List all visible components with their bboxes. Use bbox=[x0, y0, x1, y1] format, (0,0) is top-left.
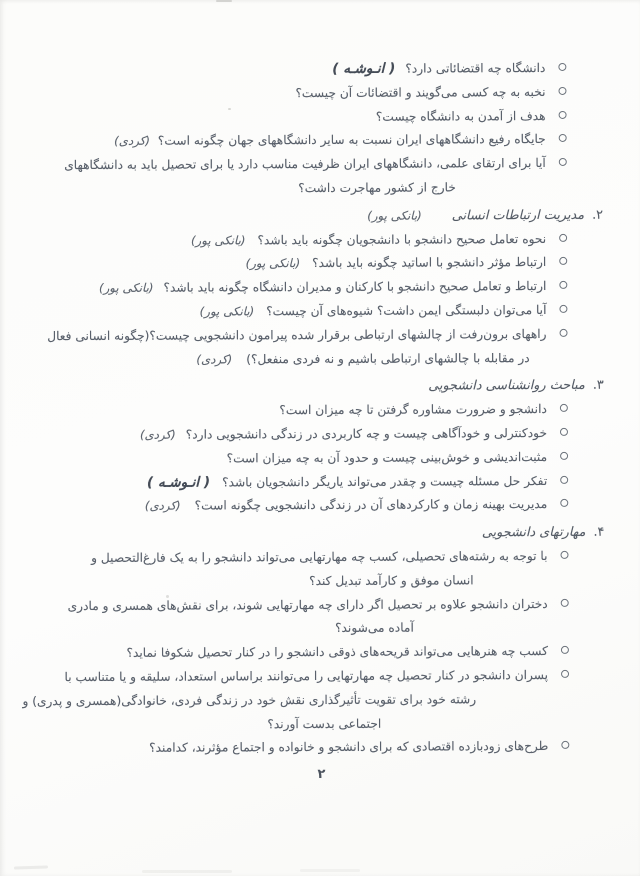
circle-bullet-icon bbox=[560, 475, 568, 483]
question-text: اجتماعی بدست آورند؟ bbox=[267, 716, 382, 731]
question-item bbox=[0, 469, 640, 496]
question-text: دانشگاه چه اقتضائاتی دارد؟ bbox=[405, 61, 546, 76]
author-note: ( انـوشـه ) bbox=[332, 60, 396, 77]
section-number: ۳. bbox=[592, 378, 604, 394]
question-text: طرح‌های زودبازده اقتصادی که برای دانشجو و خانواده و اجتماع مؤثرند، کدامند؟ bbox=[149, 739, 549, 756]
question-text: آیا برای ارتقای علمی، دانشگاههای ایران ظرفیت مناسب دارد یا برای تحصیل باید به دانشگاههای bbox=[64, 156, 546, 173]
section-title: مدیریت ارتباطات انسانی bbox=[451, 207, 585, 224]
page-number: ۲ bbox=[317, 767, 326, 783]
question-item bbox=[0, 398, 640, 425]
author-note: (بانکی پور) bbox=[367, 208, 422, 223]
question-text: هدف از آمدن به دانشگاه چیست؟ bbox=[375, 108, 546, 124]
author-note: (کردی) bbox=[114, 134, 150, 149]
author-note: (بانکی پور) bbox=[98, 280, 154, 296]
question-item bbox=[0, 275, 639, 302]
circle-bullet-icon bbox=[559, 281, 567, 289]
question-text: مثبت‌اندیشی و خوش‌بینی چیست و حدود آن به چه میزان است؟ bbox=[226, 449, 548, 466]
question-text: نخبه به چه کسی می‌گویند و اقتضائات آن چیست؟ bbox=[295, 84, 546, 100]
author-note: ( انـوشـه ) bbox=[146, 474, 211, 491]
question-text: خودکنترلی و خودآگاهی چیست و چه کاربردی در زندگی دانشجویی دارد؟ bbox=[185, 425, 548, 442]
question-text: دختران دانشجو علاوه بر تحصیل اگر دارای چه مهارتهایی شوند، برای نقش‌های همسری و مادری bbox=[67, 596, 548, 613]
question-item bbox=[0, 152, 639, 179]
question-item bbox=[0, 445, 640, 472]
circle-bullet-icon bbox=[560, 428, 568, 436]
question-item bbox=[0, 104, 639, 131]
circle-bullet-icon bbox=[560, 499, 568, 507]
question-item bbox=[0, 322, 640, 349]
circle-bullet-icon bbox=[560, 404, 568, 412]
author-note: (بانکی پور) bbox=[190, 232, 246, 248]
circle-bullet-icon bbox=[559, 134, 567, 142]
question-text: تفکر حل مسئله چیست و چقدر می‌تواند یاریگر دانشجویان باشد؟ bbox=[222, 473, 548, 489]
question-text: آماده می‌شوند؟ bbox=[335, 620, 414, 636]
circle-bullet-icon bbox=[560, 329, 568, 337]
question-text: کسب چه هنرهایی می‌تواند قریحه‌های ذوقی دانشجو را در کنار تحصیل شکوفا نماید؟ bbox=[126, 644, 548, 660]
question-continuation bbox=[0, 176, 639, 203]
circle-bullet-icon bbox=[561, 598, 569, 606]
author-note: (کردی) bbox=[196, 351, 233, 367]
circle-bullet-icon bbox=[559, 233, 567, 241]
question-item bbox=[0, 80, 639, 107]
author-note: (کردی) bbox=[139, 427, 176, 442]
question-text: جایگاه رفیع دانشگاههای ایران نسبت به سایر دانشگاههای جهان چگونه است؟ bbox=[157, 132, 546, 149]
section-header bbox=[0, 521, 640, 548]
section-title: مباحث روانشناسی دانشجویی bbox=[428, 378, 585, 394]
question-continuation bbox=[1, 568, 640, 595]
question-continuation bbox=[0, 346, 640, 373]
question-text: با توجه به رشته‌های تحصیلی، کسب چه مهارتهایی می‌تواند دانشجو را به یک فارغ‌التحصیل و bbox=[91, 548, 548, 565]
question-text: نحوه تعامل صحیح دانشجو با دانشجویان چگونه باید باشد؟ bbox=[257, 231, 547, 247]
circle-bullet-icon bbox=[561, 646, 569, 654]
circle-bullet-icon bbox=[560, 551, 568, 559]
circle-bullet-icon bbox=[561, 741, 569, 749]
section-header bbox=[0, 374, 640, 401]
question-text: در مقابله با چالشهای ارتباطی باشیم و نه فردی منفعل؟) bbox=[246, 350, 530, 366]
circle-bullet-icon bbox=[559, 111, 567, 119]
question-item bbox=[0, 493, 640, 520]
question-text: انسان موفق و کارآمد تبدیل کند؟ bbox=[309, 573, 474, 588]
section-number: ۴. bbox=[593, 524, 605, 540]
question-continuation bbox=[1, 687, 640, 714]
circle-bullet-icon bbox=[559, 257, 567, 265]
question-continuation bbox=[1, 711, 640, 738]
section-header bbox=[0, 203, 639, 230]
question-text: پسران دانشجو در کنار تحصیل چه مهارتهایی را می‌توانند براساس استعداد، سلیقه و یا متناسب با bbox=[64, 667, 549, 685]
question-text: خارج از کشور مهاجرت داشت؟ bbox=[298, 180, 456, 196]
circle-bullet-icon bbox=[560, 452, 568, 460]
author-note: (بانکی پور) bbox=[245, 256, 301, 271]
question-item bbox=[0, 251, 639, 278]
question-item bbox=[1, 592, 640, 619]
circle-bullet-icon bbox=[558, 87, 566, 95]
question-continuation bbox=[1, 616, 640, 643]
question-item bbox=[0, 128, 639, 155]
circle-bullet-icon bbox=[561, 670, 569, 678]
question-item bbox=[0, 422, 640, 449]
question-text: رشته خود برای تقویت تأثیرگذاری نقش خود در زندگی فردی، خانوادگی(همسری و پدری) و bbox=[22, 692, 477, 709]
question-text: راههای برون‌رفت از چالشهای ارتباطی برقرار شده پیرامون دانشجویی چیست؟(چگونه انسانی فعال bbox=[47, 326, 547, 343]
circle-bullet-icon bbox=[558, 63, 566, 71]
question-text: دانشجو و ضرورت مشاوره گرفتن تا چه میزان است؟ bbox=[279, 402, 547, 418]
circle-bullet-icon bbox=[559, 305, 567, 313]
circle-bullet-icon bbox=[559, 158, 567, 166]
question-text: ارتباط مؤثر دانشجو با اساتید چگونه باید باشد؟ bbox=[312, 255, 547, 271]
question-item bbox=[0, 299, 639, 326]
question-text: آیا می‌توان دلبستگی ایمن داشت؟ شیوه‌های آن چیست؟ bbox=[266, 302, 547, 319]
section-number: ۲. bbox=[592, 207, 604, 223]
question-item bbox=[1, 664, 640, 691]
question-text: مدیریت بهینه زمان و کارکردهای آن در زندگی دانشجویی چگونه است؟ bbox=[194, 497, 548, 513]
question-item bbox=[1, 735, 640, 762]
author-note: (بانکی پور) bbox=[199, 304, 255, 319]
question-text: ارتباط و تعامل صحیح دانشجو با کارکنان و مدیران دانشگاه چگونه باید باشد؟ bbox=[163, 279, 547, 295]
author-note: (کردی) bbox=[144, 498, 181, 514]
question-item bbox=[0, 545, 640, 572]
question-item bbox=[0, 227, 639, 254]
question-item bbox=[0, 57, 638, 84]
section-title: مهارتهای دانشجویی bbox=[481, 524, 586, 541]
question-item bbox=[1, 640, 640, 667]
